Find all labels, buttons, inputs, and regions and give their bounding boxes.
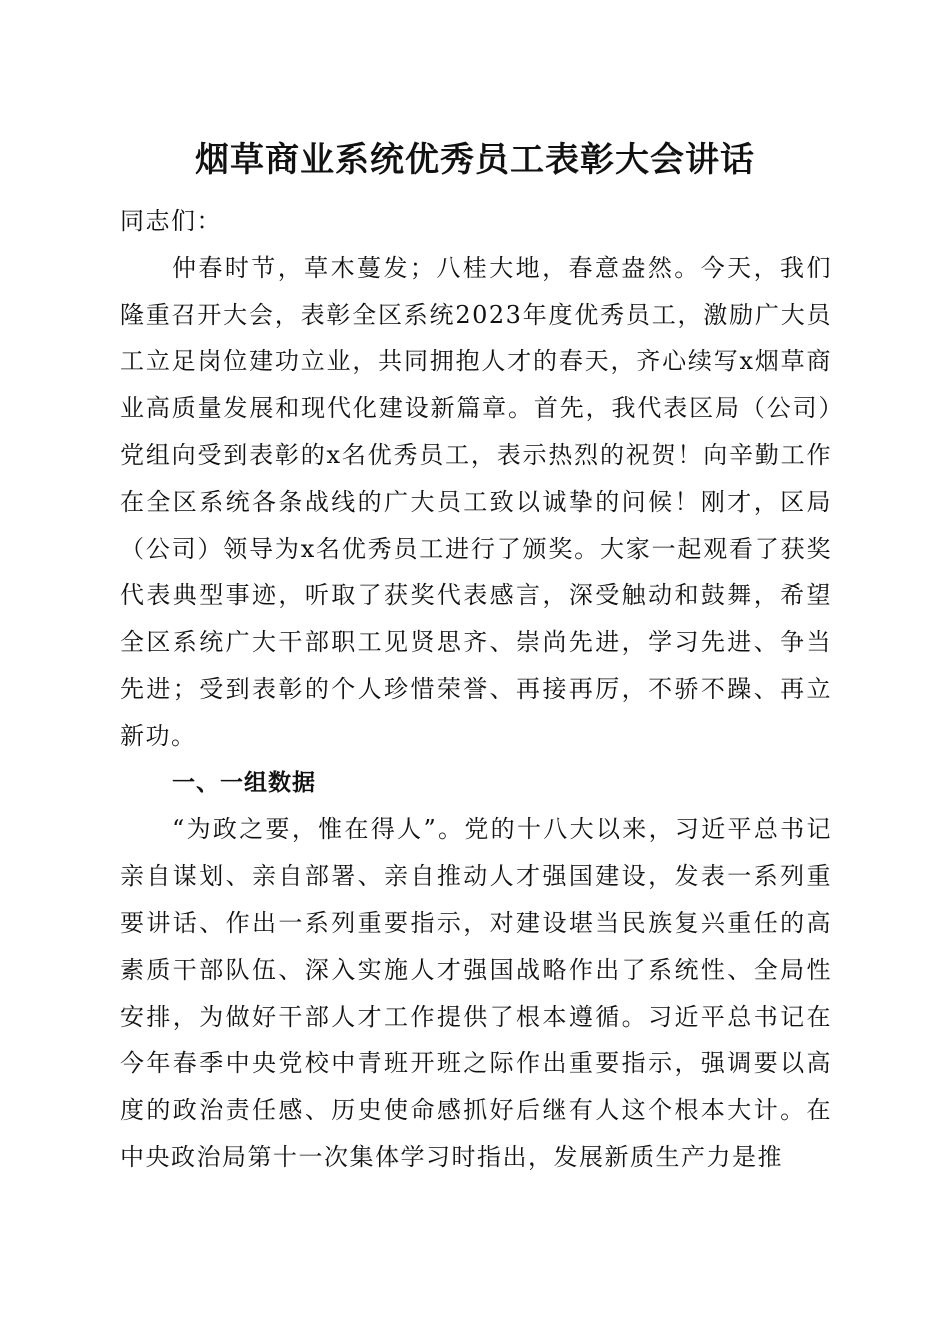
section-heading-1: 一、一组数据	[172, 769, 316, 796]
paragraph-opening: 仲春时节，草木蔓发；八桂大地，春意盎然。今天，我们隆重召开大会，表彰全区系统2023年度优秀员工，激励广大员工立足岗位建功立业，共同拥抱人才的春天，齐心续写x烟草商业高质量发展和现代化建设新篇章。首先，我代表区局（公司）党组向受到表彰的x名优秀员工，表示热烈的祝贺！向辛勤工作在全区系统各条战线的广大员工致以诚挚的问候！刚才，区局（公司）领导为x名优秀员工进行了颁奖。大家一起观看了获奖代表典型事迹，听取了获奖代表感言，深受触动和鼓舞，希望全区系统广大干部职工见贤思齐、崇尚先进，学习先进、争当先进；受到表彰的个人珍惜荣誉、再接再厉，不骄不躁、再立新功。	[120, 253, 832, 750]
paragraph-section-1: “为政之要，惟在得人”。党的十八大以来，习近平总书记亲自谋划、亲自部署、亲自推动人才强国建设，发表一系列重要讲话、作出一系列重要指示，对建设堪当民族复兴重任的高素质干部队伍、深入实施人才强国战略作出了系统性、全局性安排，为做好干部人才工作提供了根本遵循。习近平总书记在今年春季中央党校中青班开班之际作出重要指示，强调要以高度的政治责任感、历史使命感抓好后继有人这个根本大计。在中央政治局第十一次集体学习时指出，发展新质生产力是推	[120, 815, 832, 1171]
salutation: 同志们：	[120, 207, 222, 235]
document-body	[120, 198, 832, 1181]
document-title: 烟草商业系统优秀员工表彰大会讲话	[195, 140, 755, 180]
